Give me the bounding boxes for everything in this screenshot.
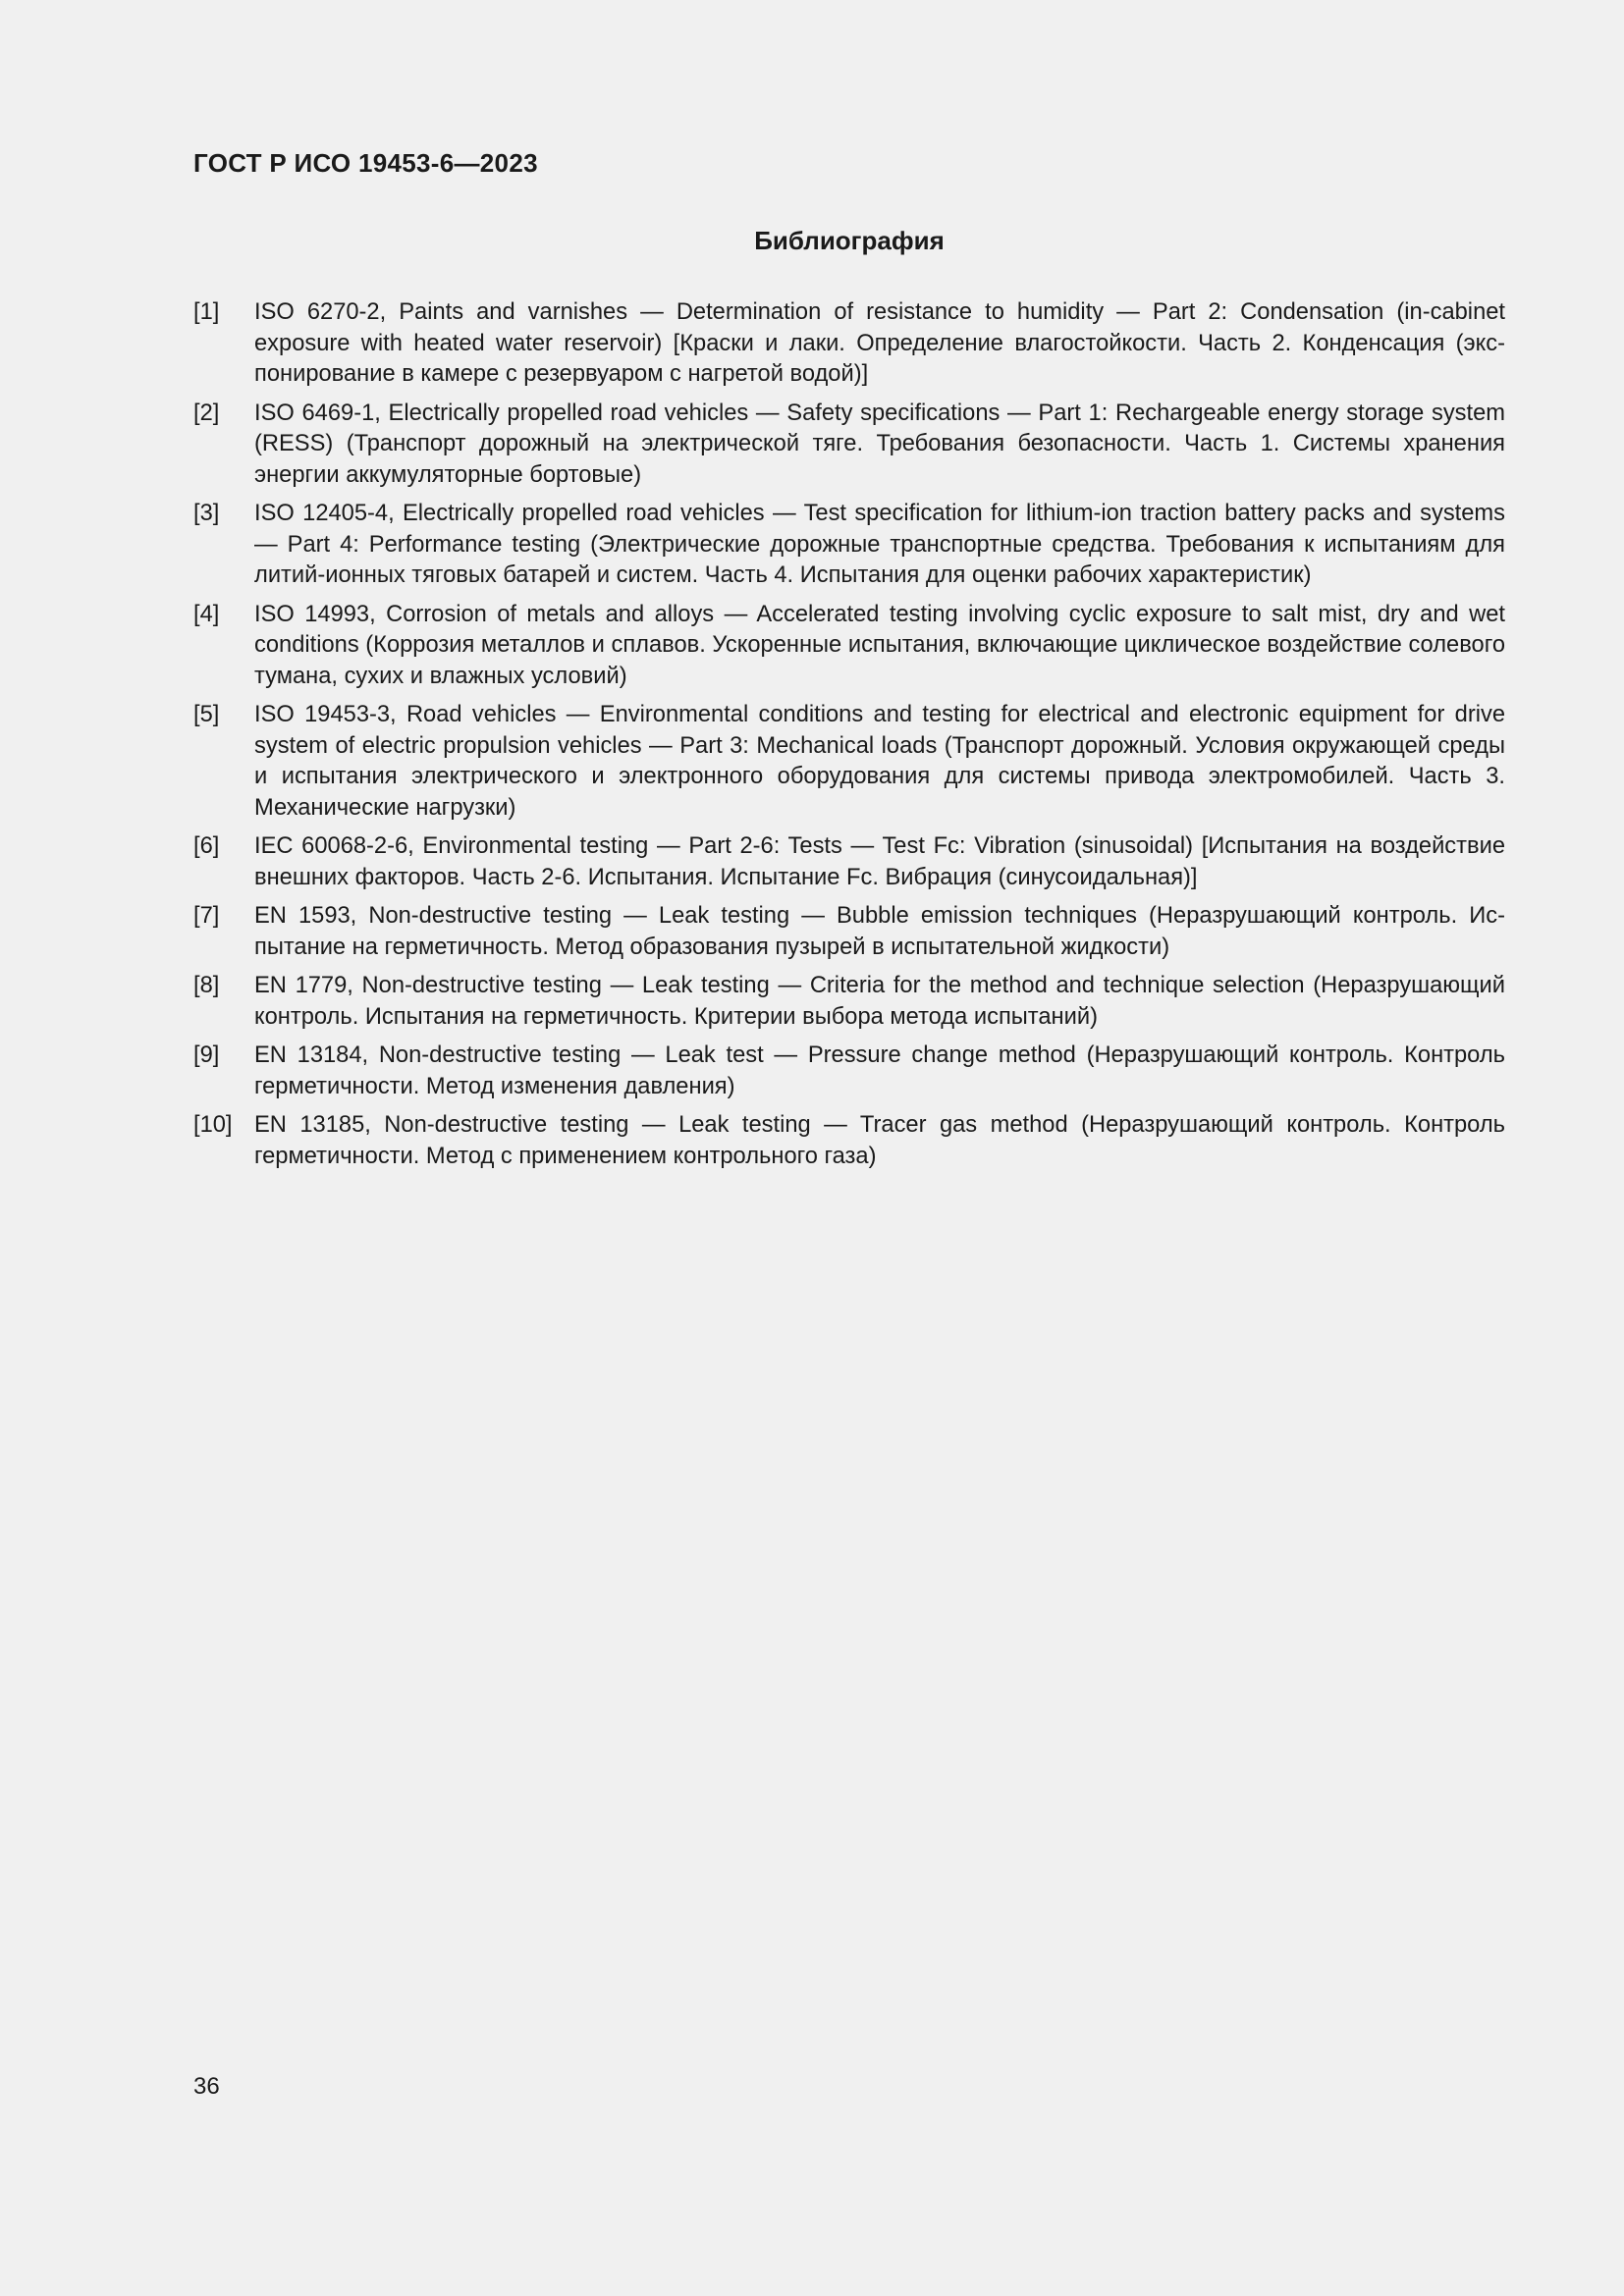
entry-number: [8] xyxy=(193,973,220,998)
entry-number: [9] xyxy=(193,1042,220,1068)
bibliography-entry xyxy=(193,901,1505,963)
entry-number: [7] xyxy=(193,903,220,929)
document-header: ГОСТ Р ИСО 19453-6—2023 xyxy=(193,148,538,178)
entry-number: [3] xyxy=(193,501,220,526)
bibliography-entry xyxy=(193,1041,1505,1102)
section-title: Библиография xyxy=(754,226,945,255)
entry-text: EN 1779, Non-destructive testing — Leak testing — Criteria for the method and technique selection (Неразрушающий контроль. Испытания на герметичность. Критерии выбора метода испытаний) xyxy=(254,973,1505,1030)
entry-text: IEC 60068-2-6, Environmental testing — Part 2-6: Tests — Test Fc: Vibration (sinusoidal) [Испытания на воздействие внешних факторов. Часть 2-6. Испытания. Испытание Fc. Вибрация (синусоидальная)] xyxy=(254,833,1505,890)
bibliography-entry xyxy=(193,700,1505,824)
bibliography-entry xyxy=(193,971,1505,1033)
bibliography-entry xyxy=(193,499,1505,592)
entry-number: [1] xyxy=(193,299,220,325)
bibliography-entry xyxy=(193,1110,1505,1172)
entry-text: EN 1593, Non-destructive testing — Leak testing — Bubble emission techniques (Неразрушающий контроль. Испытание на герметичность. Метод образования пузырей в испытательной жидкости) xyxy=(254,903,1505,960)
entry-number: [4] xyxy=(193,601,220,627)
entry-text: ISO 6469-1, Electrically propelled road vehicles — Safety specifications — Part 1: Rechargeable energy storage system (RESS) (Транспорт дорожный на электрической тяге. Требования безопасности. Часть 1. Системы хранения энергии аккумуляторные бортовые) xyxy=(254,400,1505,488)
entry-text: EN 13185, Non-destructive testing — Leak testing — Tracer gas method (Неразрушающий контроль. Контроль герметичности. Метод с применением контрольного газа) xyxy=(254,1112,1505,1169)
bibliography-entry xyxy=(193,600,1505,693)
bibliography-entry xyxy=(193,399,1505,492)
entry-number: [5] xyxy=(193,702,220,727)
entry-text: ISO 19453-3, Road vehicles — Environmental conditions and testing for electrical and electronic equipment for drive system of electric propulsion vehicles — Part 3: Mechanical loads (Транспорт дорожный. Условия окружающей среды и испытания электрического и электронного оборудования для системы привода электромобилей. Часть 3. Механические нагрузки) xyxy=(254,702,1505,821)
bibliography-list xyxy=(193,297,1505,1180)
entry-text: ISO 14993, Corrosion of metals and alloys — Accelerated testing involving cyclic exposure to salt mist, dry and wet conditions (Коррозия металлов и сплавов. Ускоренные испытания, включающие циклическое воздействие солевого тумана, сухих и влажных условий) xyxy=(254,601,1505,689)
page-number: 36 xyxy=(193,2073,220,2100)
entry-text: ISO 12405-4, Electrically propelled road vehicles — Test specification for lithium-ion traction battery packs and systems — Part 4: Performance testing (Электрические дорожные транспортные средства. Требования к испытаниям для литий-ионных тяговых батарей и систем. Часть 4. Испытания для оценки рабочих характеристик) xyxy=(254,501,1505,588)
entry-number: [2] xyxy=(193,400,220,426)
bibliography-entry xyxy=(193,831,1505,893)
entry-number: [10] xyxy=(193,1112,233,1138)
bibliography-entry xyxy=(193,297,1505,391)
entry-number: [6] xyxy=(193,833,220,859)
entry-text: EN 13184, Non-destructive testing — Leak test — Pressure change method (Неразрушающий контроль. Контроль герметичности. Метод изменения давления) xyxy=(254,1042,1505,1099)
entry-text: ISO 6270-2, Paints and varnishes — Determination of resistance to humidity — Part 2: Condensation (in-cabinet exposure with heated water reservoir) [Краски и лаки. Определение влагостойкости. Часть 2. Конденсация (экспонирование в камере с резервуаром с нагретой водой)] xyxy=(254,299,1505,387)
